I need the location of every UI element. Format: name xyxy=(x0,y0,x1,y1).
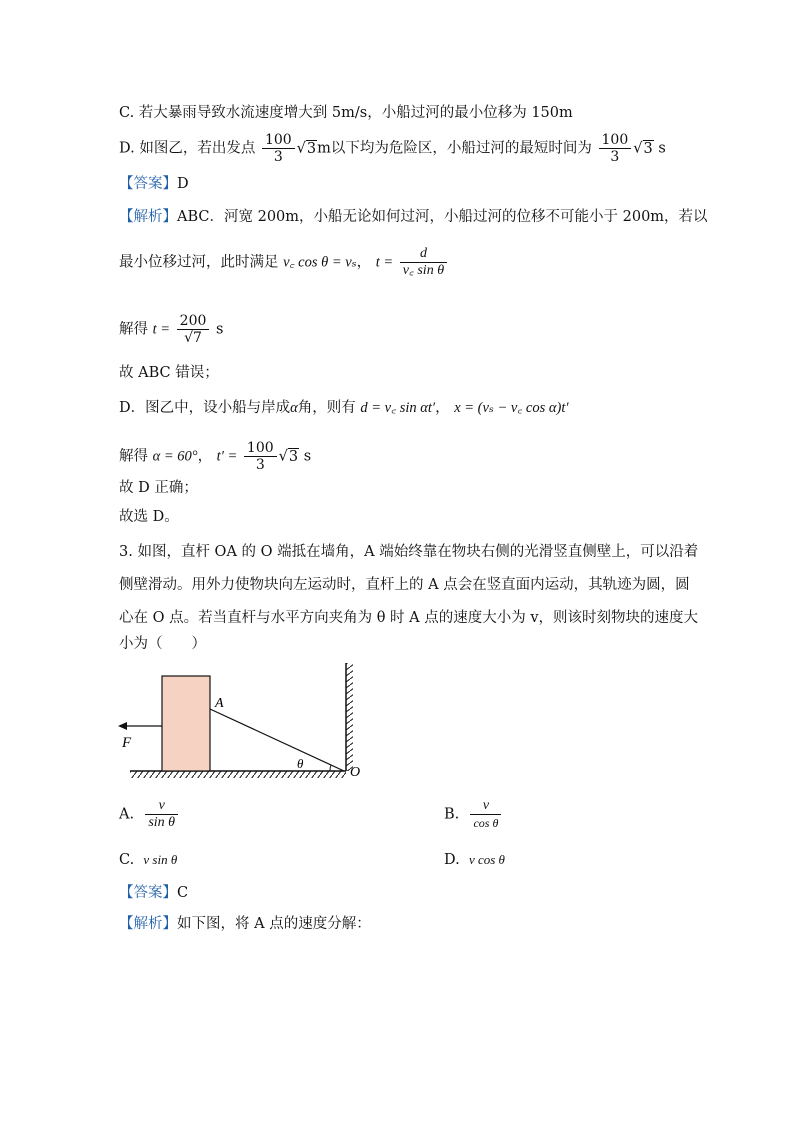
answer-tag: 【答案】 xyxy=(119,176,177,192)
fraction xyxy=(177,313,210,346)
answer-value: D xyxy=(177,176,189,192)
answer-tag: 【答案】 xyxy=(119,885,177,901)
unit: s xyxy=(216,321,224,338)
question-3-line-1: 3. 如图，直杆 OA 的 O 端抵在墙角，A 端始终靠在物块右侧的光滑竖直侧壁上，可以沿着 xyxy=(119,544,699,560)
frac-num: 100 xyxy=(264,132,292,148)
answer-2 xyxy=(119,883,188,903)
analysis-1-line-7: 故 D 正确； xyxy=(119,480,198,496)
question-3-line-3: 心在 O 点。若当直杆与水平方向夹角为 θ 时 A 点的速度大小为 v，则该时刻物块的速度大 xyxy=(119,610,699,626)
option-d xyxy=(119,132,666,165)
rod-oa xyxy=(210,709,344,771)
analysis-1-line-2: 最小位移过河，此时满足 v꜀ cos θ = vₛ， t = $\frac{d}{\text{v꜀ sin θ}}$ xyxy=(119,246,449,279)
answer-1 xyxy=(119,174,189,194)
sqrt-value: 3 xyxy=(306,140,317,157)
choice-value: v sin θ xyxy=(143,852,178,867)
choice-c xyxy=(119,850,177,870)
sqrt-value: 3 xyxy=(643,140,653,157)
analysis-text: ABC．河宽 200m，小船无论如何过河，小船过河的位移不可能小于 200m，若以 xyxy=(177,209,708,225)
analysis-text: 如下图，将 A 点的速度分解： xyxy=(177,916,371,932)
label-o: O xyxy=(350,765,361,780)
question-3-line-4: 小为（ ） xyxy=(119,636,206,652)
choice-label: C. xyxy=(119,852,135,868)
analysis-tag: 【解析】 xyxy=(119,209,177,225)
analysis-text: 解得 xyxy=(119,448,148,465)
sqrt-sign: √ xyxy=(633,140,643,157)
unit: s xyxy=(303,448,312,465)
analysis-1-line-3 xyxy=(119,313,223,346)
equation: α = 60° xyxy=(152,448,198,465)
choice-a xyxy=(119,798,180,831)
frac-den: v꜀ sin θ xyxy=(400,262,447,279)
equation: t′ = xyxy=(216,448,238,465)
equation: v꜀ cos θ = vₛ xyxy=(283,254,357,271)
frac-den: 3 xyxy=(244,456,277,473)
fraction xyxy=(262,132,295,165)
analysis-1-line-8: 故选 D。 xyxy=(119,509,179,525)
physics-figure xyxy=(110,655,380,785)
choice-label: A. xyxy=(119,806,135,823)
analysis-tag: 【解析】 xyxy=(119,916,177,932)
analysis-1-line-6: 解得 α = 60°， t′ = $\frac{100}{3}$ √3 s xyxy=(119,440,312,473)
label-a: A xyxy=(215,696,224,711)
choice-label: B. xyxy=(444,806,460,823)
sqrt-sign: √ xyxy=(296,140,306,157)
frac-den: √7 xyxy=(177,329,210,346)
frac-den: 3 xyxy=(599,148,632,165)
choice-value: v cos θ xyxy=(468,852,505,867)
option-c: C. 若大暴雨导致水流速度增大到 5m/s，小船过河的最小位移为 150m xyxy=(119,105,573,121)
unit: s xyxy=(658,140,666,157)
frac-num: v xyxy=(158,798,165,813)
fraction xyxy=(145,798,178,831)
frac-num: 100 xyxy=(601,132,629,148)
frac-den: sin θ xyxy=(145,814,178,831)
fraction xyxy=(244,440,277,473)
question-3-line-2: 侧壁滑动。用外力使物块向左运动时，直杆上的 A 点会在竖直面内运动，其轨迹为圆，圆 xyxy=(119,577,690,593)
fraction xyxy=(400,246,447,279)
analysis-text: 解得 xyxy=(119,321,148,338)
analysis-2 xyxy=(119,914,371,934)
answer-value: C xyxy=(177,885,189,901)
label-f: F xyxy=(122,735,132,751)
wall-hatching xyxy=(346,663,353,771)
sqrt-sign: √ xyxy=(278,448,288,465)
frac-num: 100 xyxy=(246,440,274,456)
option-d-prefix: D. 如图乙，若出发点 xyxy=(119,140,256,157)
equation: x = (vₛ − v꜀ cos α)t′ xyxy=(454,400,569,416)
frac-den: cos θ xyxy=(470,814,501,831)
option-d-mid: m以下均为危险区，小船过河的最短时间为 xyxy=(317,140,592,157)
frac-num: 200 xyxy=(179,313,207,329)
choice-d xyxy=(444,850,505,870)
choice-b xyxy=(444,798,503,831)
equation: t = xyxy=(375,254,394,271)
equation: d = v꜀ sin αt′ xyxy=(360,400,436,416)
frac-den: 3 xyxy=(262,148,295,165)
equation: t = xyxy=(152,321,171,338)
fraction xyxy=(470,798,501,831)
choice-label: D. xyxy=(444,852,460,868)
label-theta: θ xyxy=(297,756,304,771)
frac-num: d xyxy=(419,246,427,261)
fraction-2 xyxy=(599,132,632,165)
force-arrowhead xyxy=(118,722,127,730)
analysis-text: 角，则有 xyxy=(297,400,356,416)
alpha: α xyxy=(290,400,298,416)
analysis-1-line-5: D．图乙中，设小船与岸成α角，则有 d = v꜀ sin αt′， x = (vₛ − v꜀ cos α)t′ xyxy=(119,400,569,416)
sqrt-value: 3 xyxy=(288,448,299,465)
analysis-text: D．图乙中，设小船与岸成 xyxy=(119,400,291,416)
analysis-1-line-1 xyxy=(119,207,708,227)
angle-arc xyxy=(330,765,331,771)
analysis-text: 最小位移过河，此时满足 xyxy=(119,254,279,271)
analysis-1-line-4: 故 ABC 错误； xyxy=(119,365,219,381)
block xyxy=(162,676,210,771)
frac-num: v xyxy=(482,798,490,813)
ground-hatching xyxy=(130,771,346,778)
